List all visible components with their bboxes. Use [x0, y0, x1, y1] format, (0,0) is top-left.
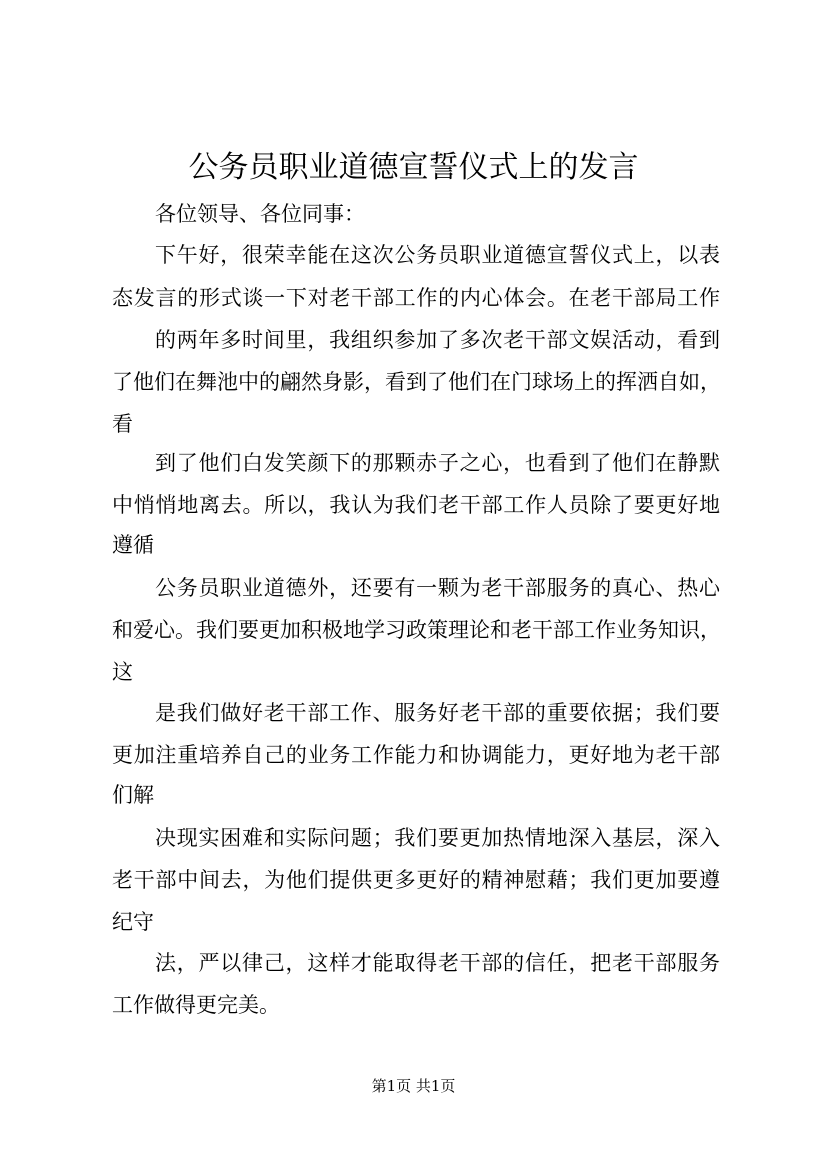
paragraph-line: 和爱心。我们要更加积极地学习政策理论和老干部工作业务知识，: [112, 618, 721, 642]
paragraph-line: 法，严以律己，这样才能取得老干部的信任，把老干部服务: [155, 951, 720, 975]
paragraph-line: 遵循: [112, 533, 154, 557]
paragraph-line: 纪守: [112, 910, 154, 934]
paragraph-line: 公务员职业道德外，还要有一颗为老干部服务的真心、热心: [155, 576, 720, 600]
paragraph-line: 更加注重培养自己的业务工作能力和协调能力，更好地为老干部: [112, 743, 720, 767]
paragraph-line: 是我们做好老干部工作、服务好老干部的重要依据；我们要: [155, 701, 720, 725]
paragraph-line: 决现实困难和实际问题；我们要更加热情地深入基层，深入: [155, 826, 720, 850]
paragraph-line: 态发言的形式谈一下对老干部工作的内心体会。在老干部局工作: [112, 286, 720, 310]
paragraph-line: 老干部中间去，为他们提供更多更好的精神慰藉；我们更加要遵: [112, 868, 720, 892]
paragraph-line: 们解: [112, 783, 154, 807]
paragraph-line: 工作做得更完美。: [112, 993, 280, 1017]
paragraph-line: 中悄悄地离去。所以，我认为我们老干部工作人员除了要更好地: [112, 493, 720, 517]
salutation: 各位领导、各位同事：: [155, 202, 365, 226]
document-title: 公务员职业道德宣誓仪式上的发言: [188, 150, 639, 185]
paragraph-line: 看: [112, 412, 133, 436]
paragraph-line: 到了他们白发笑颜下的那颗赤子之心，也看到了他们在静默: [155, 451, 720, 475]
paragraph-line: 的两年多时间里，我组织参加了多次老干部文娱活动，看到: [155, 328, 720, 352]
paragraph-line: 这: [112, 660, 133, 684]
paragraph-line: 了他们在舞池中的翩然身影，看到了他们在门球场上的挥洒自如，: [112, 370, 721, 394]
paragraph-line: 下午好，很荣幸能在这次公务员职业道德宣誓仪式上，以表: [155, 243, 720, 267]
page-number: 第1页 共1页: [371, 1077, 456, 1095]
